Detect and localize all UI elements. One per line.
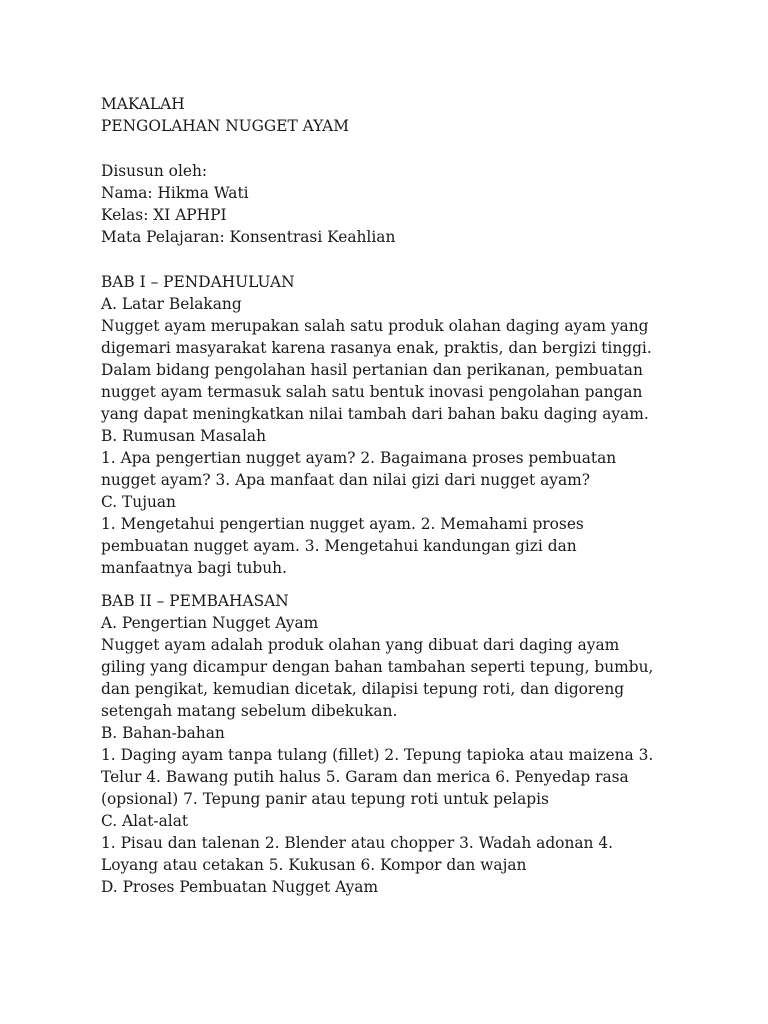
paragraph-line: Nugget ayam merupakan salah satu produk olahan daging ayam yang [101, 317, 649, 335]
paragraph-line: 1. Daging ayam tanpa tulang (fillet) 2. Tepung tapioka atau maizena 3. [101, 746, 654, 764]
paragraph-line: (opsional) 7. Tepung panir atau tepung roti untuk pelapis [101, 790, 549, 808]
spacer [101, 579, 681, 590]
paragraph-line: Dalam bidang pengolahan hasil pertanian dan perikanan, pembuatan [101, 361, 643, 379]
document-title: MAKALAH [101, 95, 185, 113]
spacer [101, 137, 681, 160]
paragraph-line: 1. Apa pengertian nugget ayam? 2. Bagaimana proses pembuatan [101, 449, 617, 467]
paragraph-line: Loyang atau cetakan 5. Kukusan 6. Kompor dan wajan [101, 856, 527, 874]
spacer [101, 248, 681, 271]
paragraph-line: yang dapat meningkatkan nilai tambah dari bahan baku daging ayam. [101, 405, 649, 423]
section-heading-tujuan: C. Tujuan [101, 493, 176, 511]
paragraph-line: Nugget ayam adalah produk olahan yang dibuat dari daging ayam [101, 636, 620, 654]
paragraph-line: setengah matang sebelum dibekukan. [101, 702, 398, 720]
paragraph-line: Telur 4. Bawang putih halus 5. Garam dan merica 6. Penyedap rasa [101, 768, 629, 786]
paragraph-line: manfaatnya bagi tubuh. [101, 559, 287, 577]
document-page [101, 93, 681, 898]
paragraph-line: 1. Pisau dan talenan 2. Blender atau chopper 3. Wadah adonan 4. [101, 834, 614, 852]
paragraph-line: pembuatan nugget ayam. 3. Mengetahui kandungan gizi dan [101, 537, 577, 555]
section-heading-alat: C. Alat-alat [101, 812, 189, 830]
paragraph-line: nugget ayam? 3. Apa manfaat dan nilai gizi dari nugget ayam? [101, 471, 590, 489]
document-subtitle: PENGOLAHAN NUGGET AYAM [101, 117, 349, 135]
section-heading-rumusan: B. Rumusan Masalah [101, 427, 266, 445]
paragraph-line: giling yang dicampur dengan bahan tambahan seperti tepung, bumbu, [101, 658, 654, 676]
paragraph-line: 1. Mengetahui pengertian nugget ayam. 2. Memahami proses [101, 515, 584, 533]
paragraph-line: nugget ayam termasuk salah satu bentuk inovasi pengolahan pangan [101, 383, 643, 401]
bab2-heading: BAB II – PEMBAHASAN [101, 592, 289, 610]
bab1-heading: BAB I – PENDAHULUAN [101, 273, 295, 291]
section-heading-pengertian: A. Pengertian Nugget Ayam [101, 614, 319, 632]
section-heading-proses: D. Proses Pembuatan Nugget Ayam [101, 878, 379, 896]
paragraph-line: dan pengikat, kemudian dicetak, dilapisi tepung roti, dan digoreng [101, 680, 625, 698]
author-subject: Mata Pelajaran: Konsentrasi Keahlian [101, 228, 396, 246]
paragraph-line: digemari masyarakat karena rasanya enak, praktis, dan bergizi tinggi. [101, 339, 652, 357]
section-heading-bahan: B. Bahan-bahan [101, 724, 225, 742]
section-heading-latar: A. Latar Belakang [101, 295, 242, 313]
author-label: Disusun oleh: [101, 162, 208, 180]
author-name: Nama: Hikma Wati [101, 184, 249, 202]
author-class: Kelas: XI APHPI [101, 206, 227, 224]
